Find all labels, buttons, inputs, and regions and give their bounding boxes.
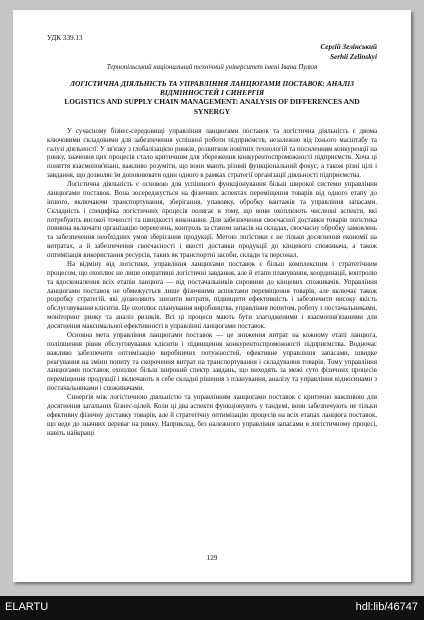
paragraph: У сучасному бізнес-середовищі управління ланцюгами поставок та логістична діяльність є двома ключовими складовими для забезпечення успішної роботи підприємств, незалежно від їхнього масштабу та галузі діяльності. У зв'язку з глобалізацією ринків, розвитком новітніх технологій та посиленням конкуренції на ринку, значення цих процесів стало критичним для збереження конкурентоспроможності підприємств. Хоча ці поняття взаємопов'язані, важливо розуміти, що вони мають різний функціональний фокус, а також різні цілі і завдання, що дозволяє їм доповнювати один одного в рамках стратегії організації діяльності підприємства.	[47, 127, 377, 180]
paragraph: На відміну від логістики, управління ланцюгами поставок є більш комплексним і стратегічним процесом, що охоплює не лише оперативні логістичні завдання, але й етапи планування, координації, контролю та вдосконалення всіх етапів ланцюга — від постачальників сировини до кінцевих споживачів. Управління ланцюгами поставок не обмежується лише фізичними аспектами переміщення товарів, але включає також розробку стратегій, які дозволяють знизити витрати, підвищити ефективність і забезпечити високу якість обслуговування клієнтів. Це охоплює планування виробництва, управління попитом, роботу з постачальниками, моніторинг ринку та аналіз ризиків. Всі ці процеси мають бути злагодженими і взаємопов'язаними для досягнення максимальної ефективності в управлінні ланцюгами поставок.	[47, 260, 377, 331]
paragraph: Логістична діяльність є основою для успішного функціонування більш широкої системи управління ланцюгами поставок. Вона зосереджується на фізичних аспектах переміщення товарів від одного етапу до іншого, включаючи транспортування, зберігання, упаковку, обробку вантажів та управління запасами. Складність і специфіка логістичних процесів полягає в тому, що вони охоплюють численні аспекти, які потребують високої точності та швидкості виконання. Для забезпечення своєчасної доставки товарів логістика повинна включати організацію перевезень, контроль за станом запасів на складах, своєчасну обробку замовлень та забезпечення необхідних умов зберігання продукції. Метою логістики є не тільки досягнення економії на витратах, а й забезпечення своєчасності і якості доставки продукції до кінцевого споживача, а також оптимізація використання ресурсів, таких як транспортні засоби, склади та персонал.	[47, 181, 377, 260]
footer-repository-name: ELARTU	[5, 601, 49, 613]
title-en: LOGISTICS AND SUPPLY CHAIN MANAGEMENT: ANALYSIS OF DIFFERENCES AND SYNERGY	[64, 97, 360, 116]
footer-bar	[0, 596, 424, 620]
author-name-en: Serhii Zelinskyi	[330, 52, 377, 61]
title-uk: ЛОГІСТИЧНА ДІЯЛЬНІСТЬ ТА УПРАВЛІННЯ ЛАНЦЮГАМИ ПОСТАВОК: АНАЛІЗ ВІДМІННОСТЕЙ І СИНЕРГІЯ	[69, 79, 355, 98]
affiliation: Тернопільський національний технічний університет імені Івана Пулюя	[106, 64, 318, 71]
article-body	[47, 128, 377, 439]
footer-handle-link[interactable]: hdl:lib/46747	[355, 601, 418, 613]
author-name-uk: Сергій Зелінський	[320, 43, 377, 51]
paragraph: Основна мета управління ланцюгами поставок — це зниження витрат на кожному етапі ланцюга, поліпшення рівня обслуговування клієнтів і підвищення конкурентоспроможності підприємства. Водночас важливо забезпечити оптимізацію виробничих потужностей, ефективне управління запасами, швидке реагування на зміни попиту та скорочення витрат на транспортування і складування товарів. Тому управління ланцюгами поставок охоплює більш широкий спектр завдань, що виходять за межі суто фізичних процесів переміщення продукції і включають в себе складні рішення з планування, аналізу та управління відносинами з постачальниками і споживачами.	[47, 331, 377, 393]
udk-code: УДК 339.13	[47, 34, 83, 42]
document-page	[13, 10, 411, 582]
page-number: 129	[206, 554, 218, 562]
paragraph: Синергія між логістичною діяльністю та управлінням ланцюгами поставок є критично важливою для досягнення загальних бізнес-цілей. Коли ці два аспекти функціонують у тандемі, вони забезпечують не тільки ефективну фізичну доставку товарів, але й стратегічну оптимізацію процесів на всіх етапах ланцюга поставок, що веде до значних переваг на ринку. Наприклад, без належного управління запасами в логістичному процесі, навіть найкращі	[47, 394, 377, 437]
